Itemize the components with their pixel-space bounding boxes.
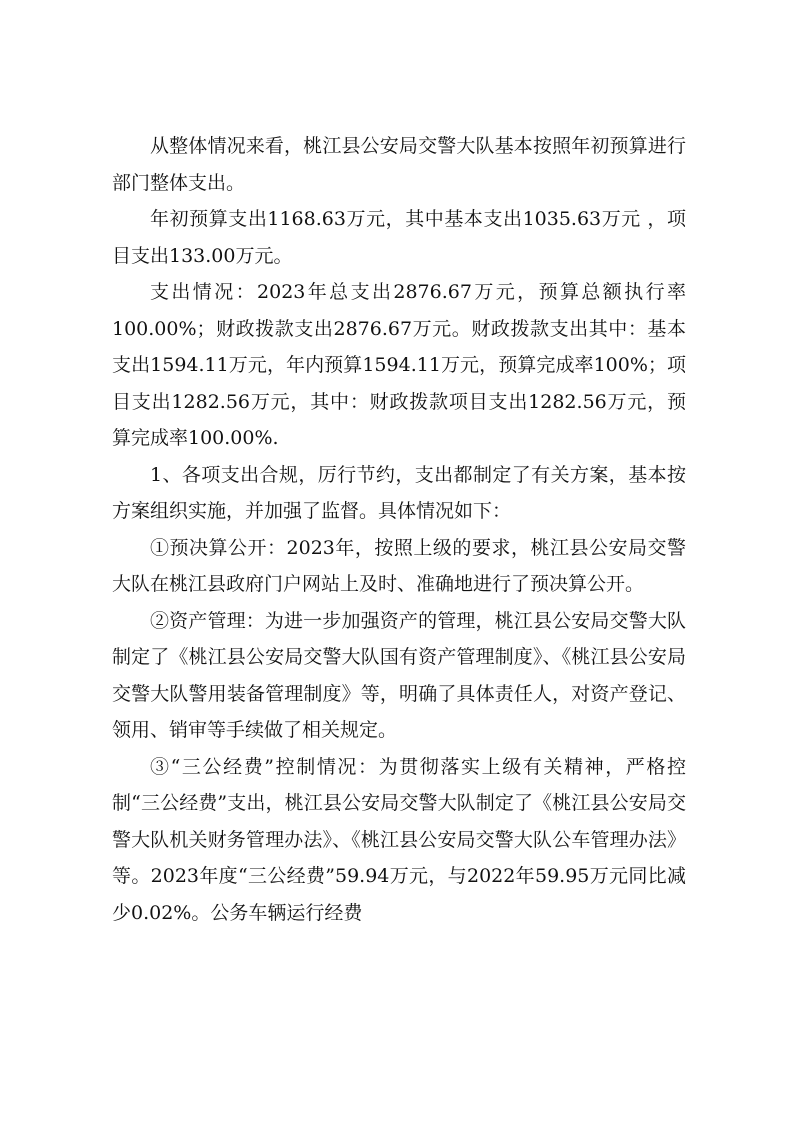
- paragraph-compliance: 1、各项支出合规，厉行节约，支出都制定了有关方案，基本按方案组织实施，并加强了监督。具体情况如下：: [112, 463, 686, 522]
- paragraph-overall-expenditure: 从整体情况来看，桃江县公安局交警大队基本按照年初预算进行部门整体支出。: [112, 135, 686, 194]
- paragraph-expenditure-status: 支出情况：2023年总支出2876.67万元，预算总额执行率100.00%；财政拨款支出2876.67万元。财政拨款支出其中：基本支出1594.11万元，年内预算1594.11万元，预算完成率100%；项目支出1282.56万元，其中：财政拨款项目支出1282.56万元，预算完成率100.00%.: [112, 281, 686, 449]
- paragraph-budget-disclosure: ①预决算公开：2023年，按照上级的要求，桃江县公安局交警大队在桃江县政府门户网站上及时、准确地进行了预决算公开。: [112, 536, 686, 595]
- paragraph-initial-budget: 年初预算支出1168.63万元，其中基本支出1035.63万元 ，项目支出133.00万元。: [112, 208, 686, 267]
- paragraph-asset-management: ②资产管理：为进一步加强资产的管理，桃江县公安局交警大队制定了《桃江县公安局交警大队国有资产管理制度》、《桃江县公安局交警大队警用装备管理制度》等，明确了具体责任人，对资产登记、领用、销审等手续做了相关规定。: [112, 609, 686, 741]
- body-text: [112, 128, 686, 931]
- paragraph-three-public-expenses: ③“三公经费”控制情况：为贯彻落实上级有关精神，严格控制“三公经费”支出，桃江县公安局交警大队制定了《桃江县公安局交警大队机关财务管理办法》、《桃江县公安局交警大队公车管理办法》等。2023年度“三公经费”59.94万元，与2022年59.95万元同比减少0.02%。公务车辆运行经费: [112, 755, 686, 924]
